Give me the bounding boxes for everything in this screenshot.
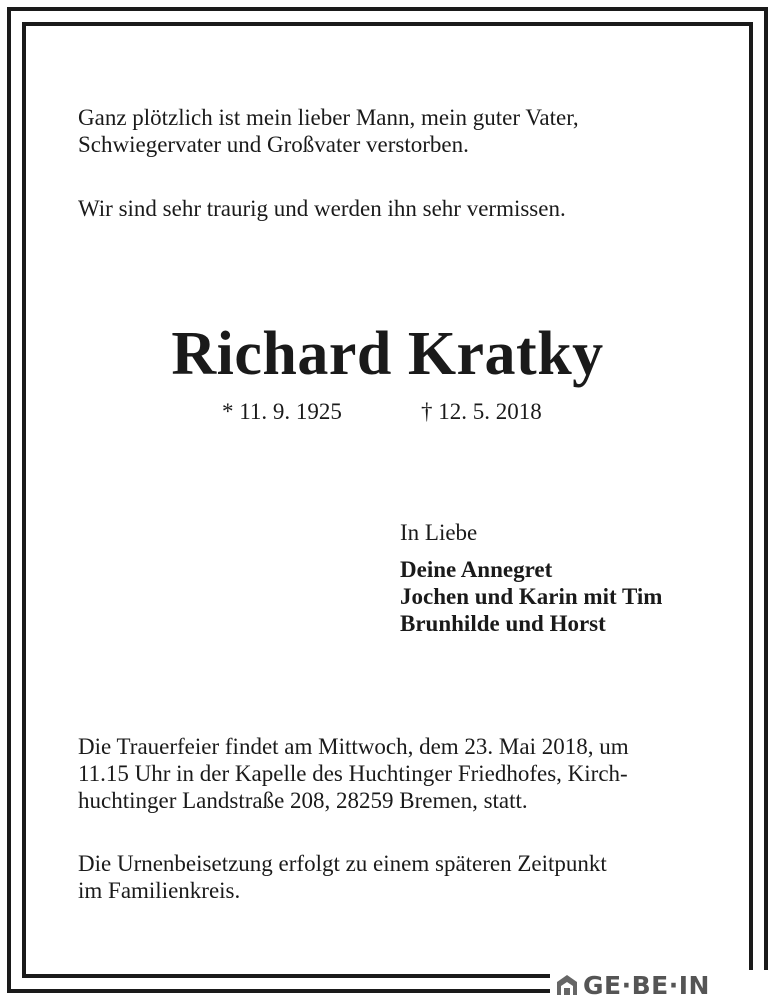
burial-line-1: Die Urnenbeisetzung erfolgt zu einem späteren Zeitpunkt [78,851,607,876]
intro-line-3: Wir sind sehr traurig und werden ihn sehr vermissen. [78,196,566,221]
mourner-name: Deine Annegret [400,557,553,582]
mourner-name: Brunhilde und Horst [400,611,606,636]
gebein-logo-icon [556,974,578,996]
watermark-text: GE·BE·IN [583,970,710,1000]
birth-date: * 11. 9. 1925 [222,399,342,424]
intro-line-2: Schwiegervater und Großvater verstorben. [78,132,469,157]
funeral-line-1: Die Trauerfeier findet am Mittwoch, dem 23. Mai 2018, um [78,734,629,759]
intro-line-1: Ganz plötzlich ist mein lieber Mann, mein guter Vater, [78,105,579,130]
deceased-name: Richard Kratky [171,320,604,388]
mourner-name: Jochen und Karin mit Tim [400,584,663,609]
burial-line-2: im Familienkreis. [78,878,241,903]
funeral-line-3: huchtinger Landstraße 208, 28259 Bremen, statt. [78,788,528,813]
inner-border [22,22,753,978]
funeral-line-2: 11.15 Uhr in der Kapelle des Huchtinger Friedhofes, Kirch- [78,761,628,786]
greeting: In Liebe [400,520,478,545]
gebein-watermark [550,970,775,1000]
death-date: † 12. 5. 2018 [421,399,542,424]
